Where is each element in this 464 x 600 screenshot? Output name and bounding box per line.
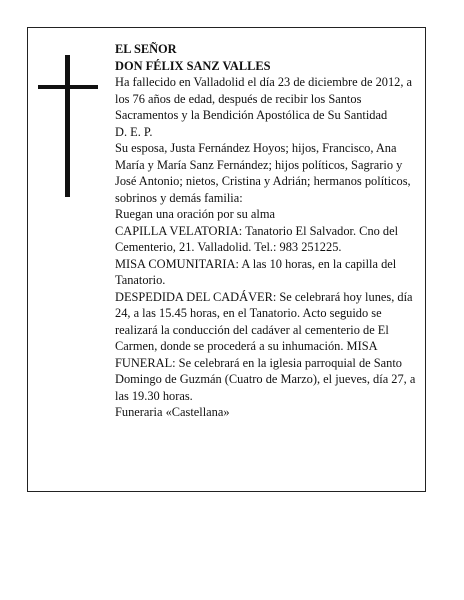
- cross-horizontal-bar: [38, 85, 98, 89]
- deceased-name: DON FÉLIX SANZ VALLES: [115, 58, 271, 73]
- farewell-info: DESPEDIDA DEL CADÁVER: Se celebrará hoy lunes, día 24, a las 15.45 horas, en el Tanatorio. Acto seguido se realizará la conducción del cadáver al cementerio de El Carmen, donde se procederá a su inhumación. MISA FUNERAL: Se celebrará en la iglesia parroquial de Santo Domingo de Guzmán (Cuatro de Marzo), el jueves, día 27, a las 19.30 horas.: [115, 289, 416, 403]
- cross-icon: [38, 55, 98, 197]
- funeral-home: Funeraria «Castellana»: [115, 405, 230, 419]
- community-mass-info: MISA COMUNITARIA: A las 10 horas, en la capilla del Tanatorio.: [115, 256, 397, 287]
- chapel-info: CAPILLA VELATORIA: Tanatorio El Salvador. Cno del Cementerio, 21. Valladolid. Tel.: 983 251225.: [115, 223, 399, 254]
- death-info: Ha fallecido en Valladolid el día 23 de diciembre de 2012, a los 76 años de edad, después de recibir los Santos Sacramentos y la Bendición Apostólica de Su Santidad: [115, 75, 413, 122]
- family-list: Su esposa, Justa Fernández Hoyos; hijos, Francisco, Ana María y María Sanz Fernández; hijos políticos, Sagrario y José Antonio; nietos, Cristina y Adrián; hermanos políticos, sobrinos y demás familia:: [115, 141, 411, 205]
- dep-line: D. E. P.: [115, 124, 153, 139]
- cross-vertical-bar: [65, 55, 70, 197]
- title-line-1: EL SEÑOR: [115, 42, 177, 56]
- prayer-line: Ruegan una oración por su alma: [115, 207, 275, 221]
- obituary-text: [115, 41, 420, 421]
